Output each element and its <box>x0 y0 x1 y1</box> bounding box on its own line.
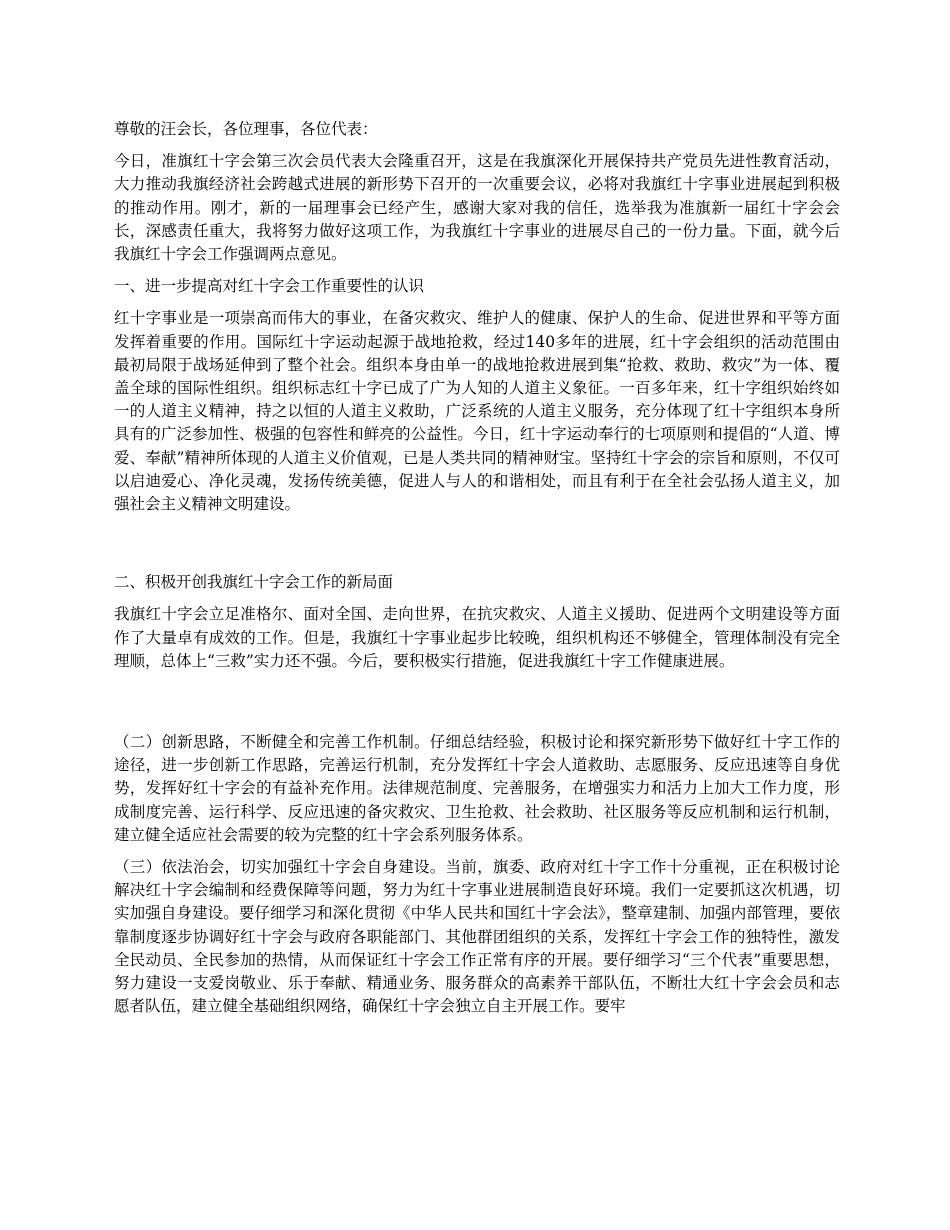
salutation: 尊敬的汪会长，各位理事，各位代表： <box>114 120 378 138</box>
section1-heading: 一、进一步提高对红十字会工作重要性的认识 <box>114 277 425 296</box>
point-2-paragraph: （二）创新思路，不断健全和完善工作机制。仔细总结经验，积极讨论和探究新形势下做好红十字工作的途径，进一步创新工作思路，完善运行机制，充分发挥红十字会人道救助、志愿服务、反应迅速等自身优势，发挥好红十字会的有益补充作用。法律规范制度、完善服务，在增强实力和活力上加大工作力度，形成制度完善、运行科学、反应迅速的备灾救灾、卫生抢救、社会救助、社区服务等反应机制和运行机制，建立健全适应社会需要的较为完整的红十字会系列服务体系。 <box>114 733 840 844</box>
section2-paragraph: 我旗红十字会立足准格尔、面对全国、走向世界，在抗灾救灾、人道主义援助、促进两个文明建设等方面作了大量卓有成效的工作。但是，我旗红十字事业起步比较晚，组织机构还不够健全，管理体制没有完全理顺，总体上“三救”实力还不强。今后，要积极实行措施，促进我旗红十字工作健康进展。 <box>114 605 840 670</box>
blank-spacer <box>114 682 840 731</box>
blank-spacer <box>114 525 840 571</box>
section2-heading: 二、积极开创我旗红十字会工作的新局面 <box>114 573 394 592</box>
point-3-paragraph: （三）依法治会，切实加强红十字会自身建设。当前，旗委、政府对红十字工作十分重视，正在积极讨论解决红十字会编制和经费保障等问题，努力为红十字事业进展制造良好环境。我们一定要抓这次机遇，切实加强自身建设。要仔细学习和深化贯彻《中华人民共和国红十字会法》，整章建制、加强内部管理，要依靠制度逐步协调好红十字会与政府各职能部门、其他群团组织的关系，发挥红十字会工作的独特性，激发全民动员、全民参加的热情，从而保证红十字会工作正常有序的开展。要仔细学习“三个代表”重要思想，努力建设一支爱岗敬业、乐于奉献、精通业务、服务群众的高素养干部队伍，不断壮大红十字会会员和志愿者队伍，建立健全基础组织网络，确保红十字会独立自主开展工作。要牢 <box>114 858 840 1016</box>
intro-paragraph: 今日，准旗红十字会第三次会员代表大会隆重召开，这是在我旗深化开展保持共产党员先进性教育活动，大力推动我旗经济社会跨越式进展的新形势下召开的一次重要会议，必将对我旗红十字事业进展起到积极的推动作用。刚才，新的一届理事会已经产生，感谢大家对我的信任，选举我为准旗新一届红十字会会长，深感责任重大，我将努力做好这项工作，为我旗红十字事业的进展尽自己的一份力量。下面，就今后我旗红十字会工作强调两点意见。 <box>114 152 840 264</box>
document-page <box>114 118 840 1028</box>
section1-paragraph: 红十字事业是一项崇高而伟大的事业，在备灾救灾、维护人的健康、保护人的生命、促进世界和平等方面发挥着重要的作用。国际红十字运动起源于战地抢救，经过140多年的进展，红十字会组织的活动范围由最初局限于战场延伸到了整个社会。组织本身由单一的战地抢救进展到集“抢救、救助、救灾”为一体、覆盖全球的国际性组织。组织标志红十字已成了广为人知的人道主义象征。一百多年来，红十字组织始终如一的人道主义精神，持之以恒的人道主义救助，广泛系统的人道主义服务，充分体现了红十字组织本身所具有的广泛参加性、极强的包容性和鲜亮的公益性。今日，红十字运动奉行的七项原则和提倡的“人道、博爱、奉献”精神所体现的人道主义价值观，已是人类共同的精神财宝。坚持红十字会的宗旨和原则，不仅可以启迪爱心、净化灵魂，发扬传统美德，促进人与人的和谐相处，而且有利于在全社会弘扬人道主义，加强社会主义精神文明建设。 <box>114 309 840 514</box>
